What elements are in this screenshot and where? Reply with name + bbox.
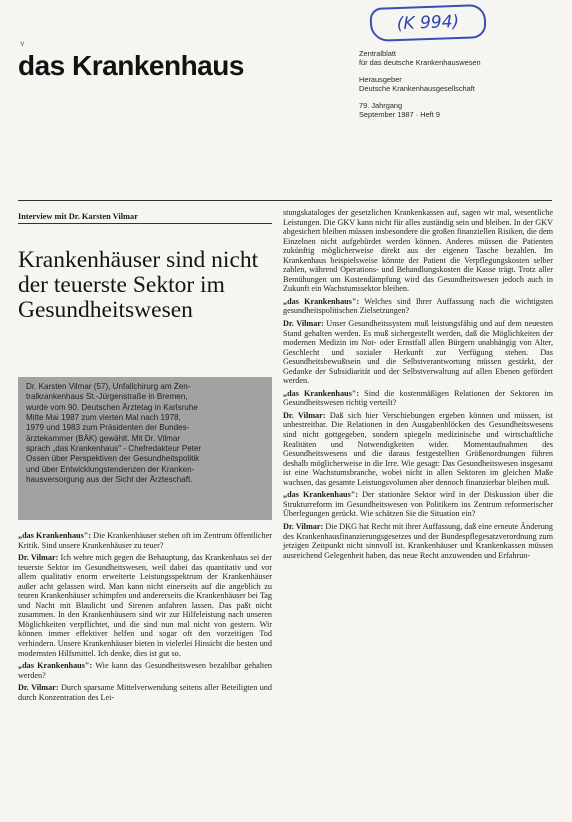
intro-box	[18, 377, 272, 520]
interview-paragraph	[18, 661, 272, 680]
speaker-label: Dr. Vilmar:	[283, 319, 324, 329]
intro-line: hausversorgung aus der Sicht der Ärzteschaft.	[26, 475, 193, 485]
info-line: September 1987 · Heft 9	[359, 109, 440, 119]
interview-paragraph	[283, 319, 553, 386]
intro-line: Mitte Mai 1987 zum vierten Mal nach 1978,	[26, 413, 181, 423]
intro-line: Ossen über Perspektiven der Gesundheitspolitik	[26, 454, 200, 464]
interview-paragraph	[283, 411, 553, 487]
article-byline: Interview mit Dr. Karsten Vilmar	[18, 212, 138, 221]
article-column-right	[283, 208, 553, 563]
paragraph-text: Wie kann das Gesundheitswesen bezahlbar gehalten werden?	[18, 661, 272, 680]
info-block-publisher	[359, 76, 554, 93]
speaker-label: Dr. Vilmar:	[283, 410, 326, 420]
speaker-label: „das Krankenhaus":	[18, 531, 92, 540]
header-divider	[18, 200, 552, 201]
interview-paragraph	[283, 297, 553, 316]
info-block-issue	[359, 102, 554, 119]
speaker-label: Dr. Vilmar:	[18, 553, 59, 563]
pencil-mark-icon: ᵞ	[20, 38, 25, 52]
article-column-left	[18, 531, 272, 705]
info-line: 79. Jahrgang	[359, 101, 403, 111]
info-block-journal	[359, 50, 554, 67]
publication-title: das Krankenhaus	[18, 50, 244, 81]
intro-line: tralkrankenhaus St.-Jürgenstraße in Bremen,	[26, 392, 188, 402]
interview-paragraph	[283, 389, 553, 408]
paragraph-text: Daß sich hier Verschiebungen ergeben können und müssen, ist unbestreitbar. Die Relationen in den Ausgabenblöcken des Gesundheitswesens sind nicht gottgegeben, sondern spiegeln medizinische und wirtschaftliche Realitäten und Notwendigkeiten wider. Momentaufnahmen des Gesundheitswesens und die daraus festgestellten Größenordnungen führen deshalb möglicherweise in die Irre. Wie gesagt: Das Gesundheitswesen insgesamt ist eine Wachstumsbranche, wobei nicht in allen Sektoren im gleichen Maße wachsen, das gesamte Leistungsvolumen aber dennoch finanzierbar bleiben muß.	[283, 410, 553, 487]
intro-line: ärztekammer (BÄK) gewählt. Mit Dr. Vilmar	[26, 433, 181, 443]
speaker-label: „das Krankenhaus":	[283, 490, 359, 500]
paragraph-text: Die DKG hat Recht mit ihrer Auffassung, daß eine erneute Änderung des Krankenhausfinanzierungsgesetzes und der Bundespflegesatzverordnung zum jetzigen Zeitpunkt nicht sinnvoll ist. Krankenhäuser und Krankenkassen müssen ausreichend Gelegenheit haben, das neue Recht anzuwenden und Erfahrun-	[283, 521, 553, 560]
article-headline: Krankenhäuser sind nicht der teuerste Sektor im Gesundheitswesen	[18, 247, 259, 323]
paragraph-text: Sind die kostenmäßigen Relationen der Sektoren im Gesundheitswesen richtig verteilt?	[283, 388, 553, 408]
intro-line: sprach „das Krankenhaus" - Chefredakteur Peter	[26, 444, 202, 454]
paragraph-text: stungskataloges der gesetzlichen Krankenkassen auf, sagen wir mal, wesentliche Leistungen. Die GKV kann nicht für alles zuständig sein und bleiben. In der GKV abgesichert bleiben müssen insbesondere die großen finanziellen Risiken, die dem Einzelnen nicht aufgebürdet werden können. Anderes müssen die Patienten zukünftig möglicherweise direkt aus der eigenen Tasche bezahlen. Im Krankenhaus beispielsweise könnte der Patient die Verpflegungskosten selber zahlen, während Operations- und Behandlungskosten die Kasse trägt. Trotz aller Bemühungen um Kostendämpfung wird das Gesundheitswesen jedoch auch in Zukunft ein Wachstumssektor bleiben.	[283, 208, 553, 294]
interview-paragraph	[283, 522, 553, 560]
publication-info	[359, 50, 554, 129]
interview-paragraph	[18, 531, 272, 550]
interview-paragraph	[18, 553, 272, 658]
interview-paragraph	[18, 683, 272, 702]
speaker-label: Dr. Vilmar:	[18, 683, 59, 693]
speaker-label: „das Krankenhaus":	[283, 296, 360, 306]
speaker-label: „das Krankenhaus":	[18, 661, 93, 671]
interview-paragraph	[283, 490, 553, 519]
paragraph-text: Die Krankenhäuser stehen oft im Zentrum öffentlicher Kritik. Sind unsere Krankenhäuser zu teuer?	[18, 531, 272, 550]
speaker-label: „das Krankenhaus":	[283, 388, 360, 398]
paragraph-text: Ich wehre mich gegen die Behauptung, das Krankenhaus sei der teuerste Sektor im Gesundheitswesen, weil dabei das quantitativ und vor allem qualitativ enorm erweiterte Leistungsspektrum der Krankenhäuser außer acht gelassen wird. Man kann nicht einerseits auf die angeblich zu teuren Krankenhäuser schimpfen und andererseits die Krankenhäuser bei Tag und Nacht mit Blaulicht und Sirenen anfahren lassen. Das paßt nicht zusammen. In den Krankenhäusern sind wir zur Hilfeleistung nach unseren Möglichkeiten verpflichtet, und die sind nun mal nicht von gestern. Wir können immer effektiver helfen und sogar oft den vorzeitigen Tod verhindern. Unsere Krankenhäuser bieten in vielerlei Hinsicht die besten und modernsten Hilfsmittel. Ich denke, dies ist gut so.	[18, 553, 272, 658]
info-line: Deutsche Krankenhausgesellschaft	[359, 83, 475, 93]
paragraph-text: Unser Gesundheitssystem muß leistungsfähig und auf dem neuesten Stand gehalten werden. Es muß sichergestellt werden, daß die Möglichkeiten der modernen Medizin im Not- oder Ernstfall allen Bürgern unabhängig von Alter, Geschlecht und sozialer Herkunft zur Verfügung stehen. Das Gesundheitsbewußtsein und die Selbstverantwortung müssen gestärkt, der Gedanke der Subsidiarität und der Selbstverwaltung auf allen Ebenen gefördert werden.	[283, 319, 553, 386]
interview-paragraph	[283, 208, 553, 294]
byline-divider	[18, 223, 272, 224]
paragraph-text: Durch sparsame Mittelverwendung seitens aller Beteiligten und durch Konzentration des Lei-	[18, 683, 272, 702]
info-line: für das deutsche Krankenhauswesen	[359, 57, 481, 67]
paragraph-text: Welches sind Ihrer Auffassung nach die wichtigsten gesundheitspolitischen Zielsetzungen?	[283, 296, 554, 316]
intro-line: wurde vom 90. Deutschen Ärztetag in Karlsruhe	[26, 402, 198, 412]
intro-line: und über Entwicklungstendenzen der Kranken-	[26, 464, 195, 474]
paragraph-text: Der stationäre Sektor wird in der Diskussion über die Strukturreform im Gesundheitswesen von Politikern ins Zentrum reformerischer Überlegungen gerückt. Wie schätzen Sie die Situation ein?	[283, 490, 553, 519]
info-line: Herausgeber	[359, 75, 402, 85]
speaker-label: Dr. Vilmar:	[283, 521, 324, 531]
info-line: Zentralblatt	[359, 49, 396, 58]
archive-stamp: (K 994)	[369, 4, 486, 42]
intro-line: Dr. Karsten Vilmar (57), Unfallchirurg am Zen-	[26, 382, 191, 391]
intro-line: 1979 und 1983 zum Präsidenten der Bundes-	[26, 423, 190, 433]
